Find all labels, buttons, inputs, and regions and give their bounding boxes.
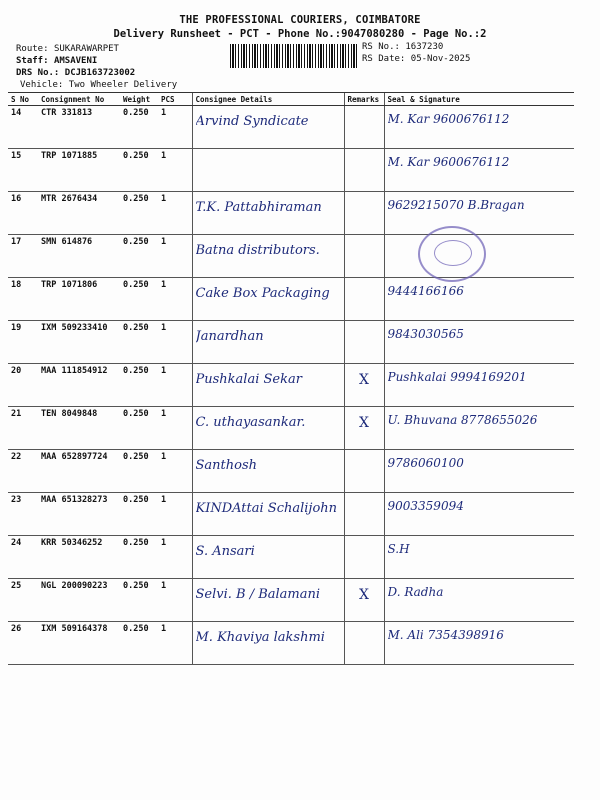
vehicle-label: Vehicle: (20, 80, 64, 90)
col-header-pcs: PCS (158, 93, 192, 106)
rs-number-line (362, 42, 443, 52)
row-weight: 0.250 (120, 106, 158, 149)
row-sno: 20 (8, 364, 38, 407)
row-consignee: M. Khaviya lakshmi (195, 630, 325, 645)
staff-label: Staff: (16, 56, 49, 66)
row-sno: 23 (8, 493, 38, 536)
row-sno: 19 (8, 321, 38, 364)
row-consignment-no: TEN 8049848 (38, 407, 120, 450)
row-remark: X (359, 587, 369, 603)
row-pcs: 1 (158, 149, 192, 192)
barcode (230, 44, 358, 68)
table-row (8, 278, 574, 321)
rs-date-label: RS Date: (362, 54, 406, 64)
row-sno: 14 (8, 106, 38, 149)
drs-label: DRS No.: (16, 68, 60, 78)
table-row (8, 364, 574, 407)
table-row (8, 235, 574, 278)
row-signature: Pushkalai 9994169201 (387, 370, 527, 384)
row-consignee: Pushkalai Sekar (195, 372, 302, 387)
row-signature: M. Kar 9600676112 (387, 112, 510, 126)
row-pcs: 1 (158, 106, 192, 149)
row-sno: 26 (8, 622, 38, 665)
row-signature: U. Bhuvana 8778655026 (387, 413, 538, 427)
row-weight: 0.250 (120, 579, 158, 622)
route-value: SUKARAWARPET (53, 44, 119, 54)
row-pcs: 1 (158, 364, 192, 407)
row-consignment-no: MAA 652897724 (38, 450, 120, 493)
row-consignment-no: TRP 1071806 (38, 278, 120, 321)
row-consignment-no: MTR 2676434 (38, 192, 120, 235)
row-signature: 9629215070 B.Bragan (387, 198, 525, 212)
row-consignee: Selvi. B / Balamani (195, 587, 321, 602)
row-consignment-no: NGL 200090223 (38, 579, 120, 622)
col-header-remarks: Remarks (344, 93, 384, 106)
row-weight: 0.250 (120, 321, 158, 364)
rs-number-value: 1637230 (405, 42, 444, 52)
row-pcs: 1 (158, 450, 192, 493)
table-row (8, 149, 574, 192)
table-row (8, 321, 574, 364)
row-consignee: C. uthayasankar. (195, 415, 306, 430)
row-consignee: T.K. Pattabhiraman (195, 200, 322, 215)
row-weight: 0.250 (120, 622, 158, 665)
row-consignment-no: KRR 50346252 (38, 536, 120, 579)
row-consignee: Batna distributors. (195, 243, 320, 258)
row-consignee: Santhosh (195, 458, 257, 473)
route-line (16, 44, 119, 54)
row-weight: 0.250 (120, 536, 158, 579)
document-subtitle: Delivery Runsheet - PCT - Phone No.:9047080280 - Page No.:2 (113, 28, 487, 40)
document-title: THE PROFESSIONAL COURIERS, COIMBATORE (179, 14, 421, 26)
row-sno: 21 (8, 407, 38, 450)
col-header-sno: S No (8, 93, 38, 106)
row-consignment-no: MAA 111854912 (38, 364, 120, 407)
row-pcs: 1 (158, 235, 192, 278)
table-row (8, 192, 574, 235)
rs-number-label: RS No.: (362, 42, 400, 52)
runsheet-table (8, 92, 574, 665)
row-consignment-no: SMN 614876 (38, 235, 120, 278)
row-signature: 9786060100 (387, 456, 464, 470)
row-pcs: 1 (158, 622, 192, 665)
row-consignment-no: MAA 651328273 (38, 493, 120, 536)
rs-date-value: 05-Nov-2025 (410, 54, 471, 64)
col-header-weight: Weight (120, 93, 158, 106)
table-row (8, 493, 574, 536)
row-sno: 24 (8, 536, 38, 579)
drs-line (16, 68, 135, 78)
table-row (8, 536, 574, 579)
row-pcs: 1 (158, 192, 192, 235)
table-row (8, 622, 574, 665)
row-sno: 22 (8, 450, 38, 493)
row-sno: 18 (8, 278, 38, 321)
row-consignment-no: TRP 1071885 (38, 149, 120, 192)
row-weight: 0.250 (120, 149, 158, 192)
row-pcs: 1 (158, 579, 192, 622)
row-consignee: S. Ansari (195, 544, 255, 559)
staff-line (16, 56, 97, 66)
rs-date-line (362, 54, 470, 64)
row-weight: 0.250 (120, 235, 158, 278)
vehicle-value: Two Wheeler Delivery (68, 80, 178, 90)
row-pcs: 1 (158, 536, 192, 579)
table-header-row (8, 93, 574, 106)
row-signature: 9444166166 (387, 284, 464, 298)
table-row (8, 106, 574, 149)
row-weight: 0.250 (120, 278, 158, 321)
row-weight: 0.250 (120, 450, 158, 493)
row-pcs: 1 (158, 493, 192, 536)
row-sno: 17 (8, 235, 38, 278)
row-pcs: 1 (158, 321, 192, 364)
row-consignee: KINDAttai Schalijohn (195, 501, 338, 516)
row-signature: M. Kar 9600676112 (387, 155, 510, 169)
row-remark: X (359, 372, 369, 388)
col-header-signature: Seal & Signature (384, 93, 574, 106)
row-consignee: Arvind Syndicate (195, 114, 309, 129)
row-signature: S.H (387, 542, 410, 556)
col-header-consignment: Consignment No (38, 93, 120, 106)
vehicle-line (20, 80, 177, 90)
row-pcs: 1 (158, 278, 192, 321)
row-consignment-no: CTR 331813 (38, 106, 120, 149)
row-consignment-no: IXM 509164378 (38, 622, 120, 665)
row-signature: 9843030565 (387, 327, 464, 341)
col-header-consignee: Consignee Details (192, 93, 344, 106)
row-weight: 0.250 (120, 407, 158, 450)
row-signature: 9003359094 (387, 499, 464, 513)
route-label: Route: (16, 44, 49, 54)
row-weight: 0.250 (120, 493, 158, 536)
drs-value: DCJB163723002 (64, 68, 136, 78)
row-remark: X (359, 415, 369, 431)
table-row (8, 407, 574, 450)
row-consignee: Janardhan (195, 329, 264, 344)
row-signature: M. Ali 7354398916 (387, 628, 504, 642)
row-signature: D. Radha (387, 585, 444, 599)
staff-value: AMSAVENI (53, 56, 98, 66)
row-weight: 0.250 (120, 364, 158, 407)
table-row (8, 450, 574, 493)
row-pcs: 1 (158, 407, 192, 450)
seal-stamp (418, 226, 486, 282)
row-consignee: Cake Box Packaging (195, 286, 330, 301)
row-weight: 0.250 (120, 192, 158, 235)
row-sno: 16 (8, 192, 38, 235)
row-sno: 25 (8, 579, 38, 622)
row-sno: 15 (8, 149, 38, 192)
table-row (8, 579, 574, 622)
row-consignment-no: IXM 509233410 (38, 321, 120, 364)
